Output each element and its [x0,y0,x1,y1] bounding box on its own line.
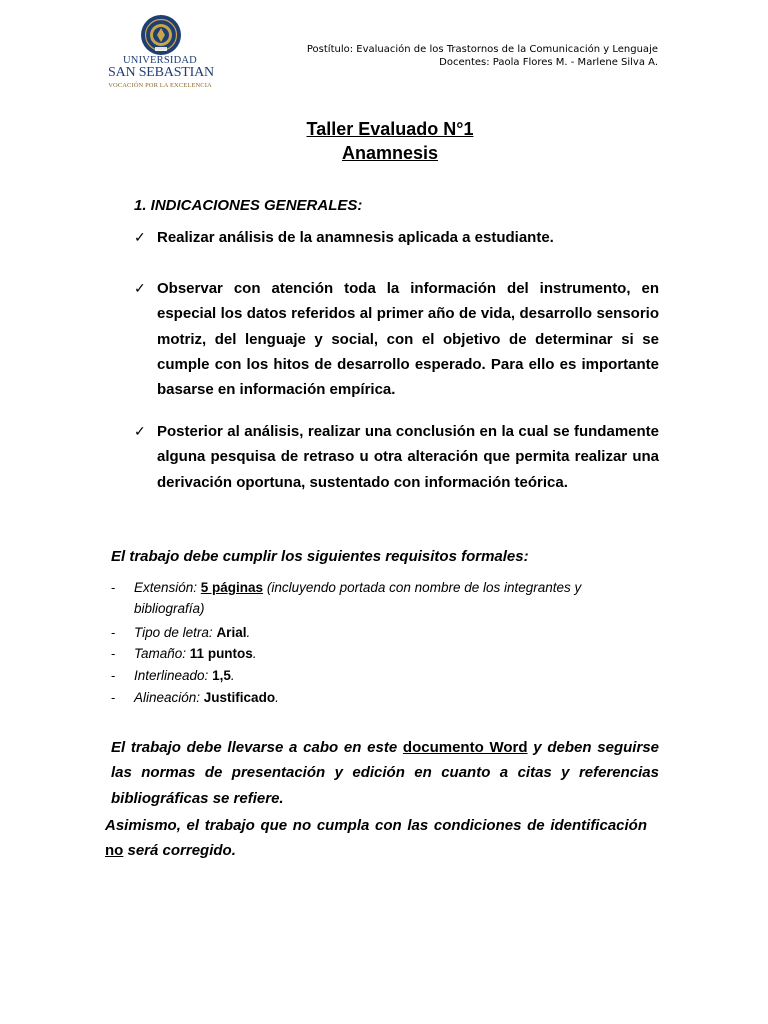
checkmark-icon: ✓ [134,280,146,296]
requirement-note: . [230,668,235,683]
requirement-extension [134,577,624,619]
requirement-label: Tipo de letra: [134,625,217,640]
requirement-label: Alineación: [134,690,204,705]
header-teachers: Docentes: Paola Flores M. - Marlene Silva A. [439,57,658,68]
requirement-note: . [246,625,251,640]
paragraph-text: El trabajo debe llevarse a cabo en este [111,739,403,756]
requirement-size [134,643,624,664]
dash-marker: - [111,668,116,683]
paragraph-text: y deben seguirse las normas de presentación y edición en cuanto a citas y referencias bibliográficas se refiere. [111,739,659,807]
dash-marker: - [111,690,116,705]
bullet-item: Posterior al análisis, realizar una conclusión en la cual se fundamente alguna pesquisa de retraso u otra alteración que permita realizar una derivación oportuna, sustentado con información teórica. [157,423,659,491]
document-subtitle: Anamnesis [341,143,439,163]
logo-line-1: UNIVERSIDAD [123,55,197,66]
checkmark-icon: ✓ [134,229,146,245]
section-heading: 1. INDICACIONES GENERALES: [134,197,363,214]
identification-note [105,813,647,864]
header-course: Postítulo: Evaluación de los Trastornos de la Comunicación y Lenguaje [306,44,658,55]
requirement-value: 5 páginas [200,580,264,595]
university-seal-icon [140,14,182,56]
dash-marker: - [111,625,116,640]
requirement-value: 1,5 [212,668,231,683]
document-title: Taller Evaluado N°1 [306,119,474,139]
requirement-label: Tamaño: [134,646,190,661]
word-document-note [111,735,659,811]
paragraph-text: será corregido. [123,842,236,860]
requirement-value: 11 puntos [189,646,253,661]
requirements-heading: El trabajo debe cumplir los siguientes requisitos formales: [111,548,529,565]
document-header [307,43,658,69]
underlined-word: no [105,842,124,860]
requirement-alignment [134,687,624,708]
checkmark-icon: ✓ [134,423,146,439]
requirement-note: . [252,646,257,661]
requirement-value: Justificado [203,690,276,705]
dash-marker: - [111,646,116,661]
requirement-value: Arial [216,625,247,640]
requirement-label: Interlineado: [134,668,213,683]
dash-marker: - [111,580,116,595]
requirement-note: . [275,690,279,705]
logo-tagline: VOCACIÓN POR LA EXCELENCIA [108,82,212,89]
bullet-item: Observar con atención toda la información del instrumento, en especial los datos referidos al primer año de vida, desarrollo sensorio motriz, del lenguaje y social, con el objetivo de determinar si se cumple con los hitos de desarrollo esperado. Para ello es importante basarse en información empírica. [157,280,659,399]
requirement-spacing [134,665,624,686]
paragraph-text: Asimismo, el trabajo que no cumpla con las condiciones de identificación [105,817,647,834]
requirement-note: (incluyendo portada con nombre de los integrantes y bibliografía) [134,580,582,616]
underlined-phrase: documento Word [402,739,528,756]
university-logo [108,12,212,88]
requirement-label: Extensión: [134,580,201,595]
requirement-font [134,622,624,643]
logo-line-2: SAN SEBASTIAN [108,65,214,80]
bullet-item: Realizar análisis de la anamnesis aplicada a estudiante. [157,229,554,246]
